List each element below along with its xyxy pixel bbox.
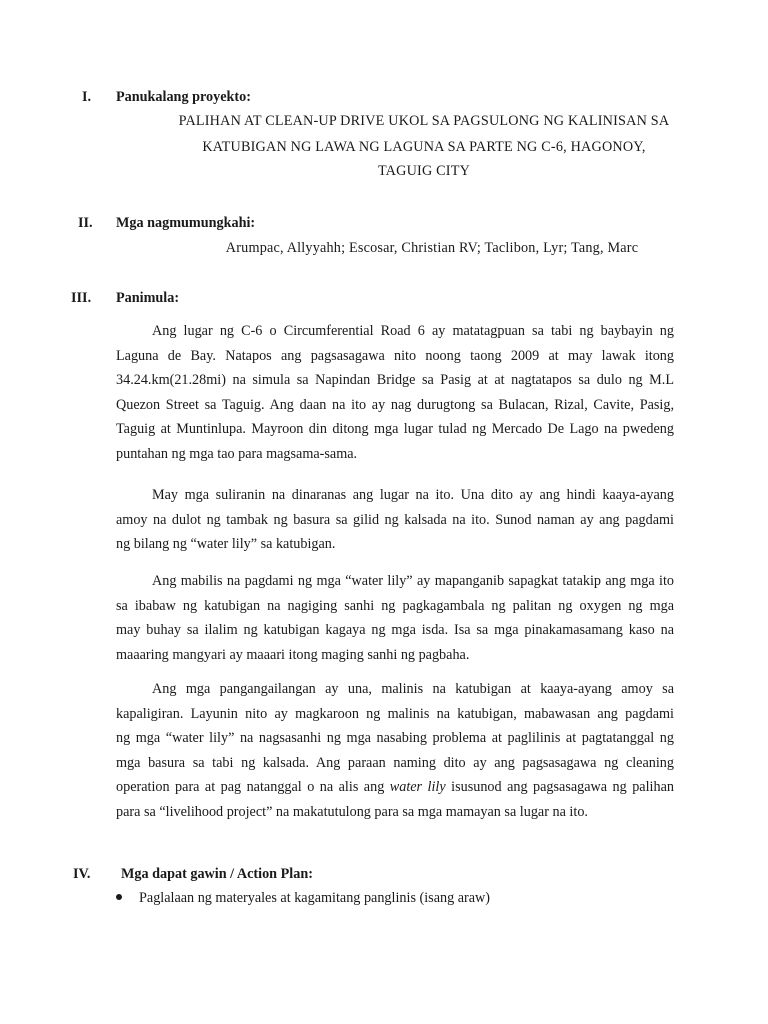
section-numeral-4: IV. (73, 866, 91, 882)
paragraph-line: amoy na dulot ng tambak ng basura sa gilid ng kalsada na ito. Sunod naman ay ang pagdami (116, 511, 674, 528)
paragraph-line: May mga suliranin na dinaranas ang lugar na ito. Una dito ay ang hindi kaaya-ayang (152, 487, 674, 503)
paragraph-line: may buhay sa ilalim ng katubigan kagaya ng mga isda. Isa sa mga pinakamasamang kaso na (116, 622, 674, 639)
section-heading-proponents: Mga nagmumungkahi: (116, 215, 256, 231)
line-text: operation para at pag natanggal o na alis ang (116, 779, 390, 796)
paragraph-line: Ang mabilis na pagdami ng mga “water lily” ay mapanganib sapagkat tatakip ang mga ito (152, 573, 674, 589)
paragraph-line: puntahan ng mga tao para magsama-sama. (116, 446, 358, 462)
authors-line: Arumpac, Allyyahh; Escosar, Christian RV; Taclibon, Lyr; Tang, Marc (225, 240, 639, 256)
project-title-line-1: PALIHAN AT CLEAN-UP DRIVE UKOL SA PAGSULONG NG KALINISAN SA (178, 113, 670, 129)
paragraph-line: Ang mga pangangailangan ay una, malinis na katubigan at kaaya-ayang amoy sa (152, 681, 674, 697)
paragraph-line: sa ibabaw ng katubigan na nagiging sanhi ng pagkagambala ng palitan ng oxygen ng mga (116, 597, 674, 614)
paragraph-line: Laguna de Bay. Natapos ang pagsasagawa nito noong taong 2009 at may lawak itong (116, 347, 674, 364)
action-plan-item (116, 890, 490, 907)
action-plan-item-text: Paglalaan ng materyales at kagamitang panglinis (isang araw) (139, 890, 491, 906)
paragraph-line: kapaligiran. Layunin nito ay magkaroon ng malinis na katubigan, mabawasan ang pagdami (116, 705, 674, 722)
italic-term: water lily (389, 779, 446, 796)
bullet-icon (116, 894, 122, 900)
paragraph-line: para sa “livelihood project” na makatutulong para sa mga mamayan sa lugar na ito. (116, 804, 588, 820)
project-title-line-3: TAGUIG CITY (377, 163, 471, 179)
paragraph-line: Taguig at Muntinlupa. Mayroon din ditong mga lugar tulad ng Mercado De Lago na pwedeng (116, 421, 674, 438)
paragraph-line: Quezon Street sa Taguig. Ang daan na ito ay nag durugtong sa Bulacan, Rizal, Cavite, Pasig, (116, 396, 674, 413)
paragraph-line: Ang lugar ng C-6 o Circumferential Road 6 ay matatagpuan sa tabi ng baybayin ng (152, 323, 674, 339)
line-text: isusunod ang pagsasagawa ng palihan (445, 779, 674, 796)
paragraph-line: maaaring mangyari ay maaari itong maging sanhi ng pagbaha. (116, 646, 470, 663)
paragraph-line: mga basura sa tabi ng kalsada. Ang paraan naming dito ay ang pagsasagawa ng cleaning (116, 754, 674, 771)
paragraph-line: ng mga “water lily” na nagsasanhi ng mga nasabing problema at paglilinis at pagtatanggal ng (116, 730, 674, 747)
section-heading-action-plan: Mga dapat gawin / Action Plan: (121, 866, 313, 882)
section-heading-introduction: Panimula: (116, 290, 180, 306)
paragraph-line (116, 777, 674, 797)
paragraph-line: ng bilang ng “water lily” sa katubigan. (116, 536, 336, 553)
section-numeral-2: II. (78, 215, 93, 231)
section-numeral-1: I. (82, 89, 92, 105)
section-numeral-3: III. (71, 290, 92, 306)
section-heading-proposal: Panukalang proyekto: (116, 89, 251, 105)
paragraph-line: 34.24.km(21.28mi) na simula sa Napindan Bridge sa Pasig at at nagtatapos sa dulo ng M.L (116, 372, 674, 389)
project-title-line-2: KATUBIGAN NG LAWA NG LAGUNA SA PARTE NG C-6, HAGONOY, (202, 139, 646, 155)
